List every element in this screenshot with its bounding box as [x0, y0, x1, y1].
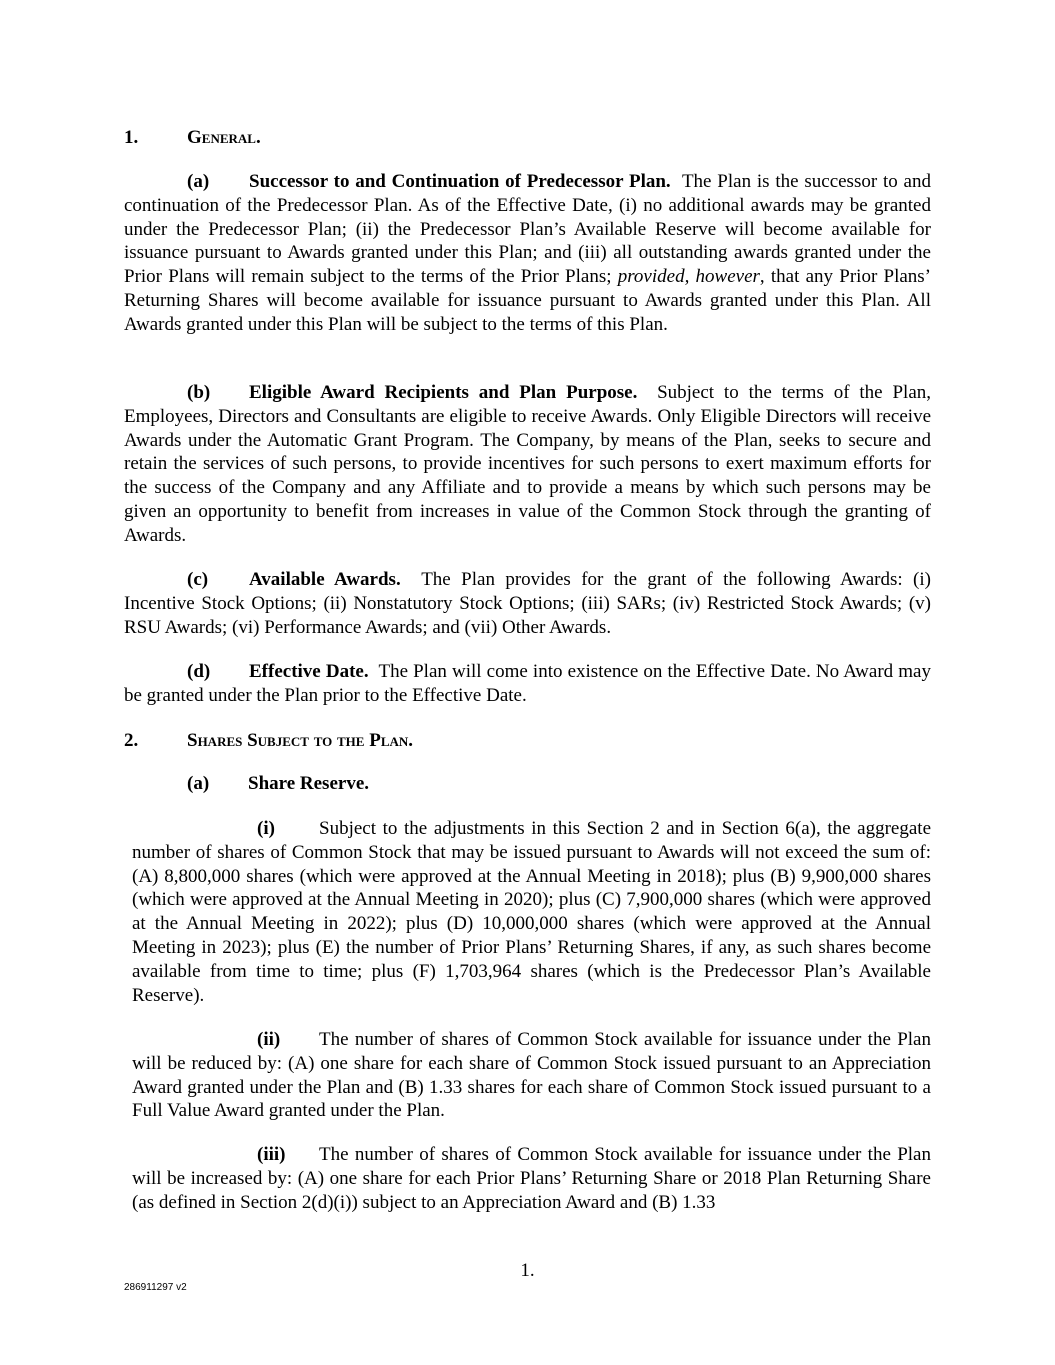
section-1a-label: (a): [187, 171, 210, 192]
section-2ai-text: Subject to the adjustments in this Section 2 and in Section 6(a), the aggregate number of shares of Common Stock that may be issued pursuant to Awards will not exceed the sum of: (A) 8,800,000 shares (which were approved at the Annual Meeting in 2018); plus (B) 9,900,000 shares (which were approved at the Annual Meeting in 2020); plus (C) 7,900,000 shares (which were approved at the Annual Meeting in 2022); plus (D) 10,000,000 shares (which were approved at the Annual Meeting in 2023); plus (E) the number of Prior Plans’ Returning Shares, if any, as such shares become available from time to time; plus (F) 1,703,964 shares (which is the Predecessor Plan’s Available Reserve).: [132, 818, 931, 1006]
section-1c-label: (c): [187, 569, 209, 590]
section-2aii-paragraph: [132, 1028, 931, 1123]
section-2-title: Shares Subject to the Plan.: [187, 730, 414, 751]
section-1d-label: (d): [187, 661, 211, 682]
section-1a-text-cont: , that any Prior Plans’ Returning Shares will become available for issuance pursuant to Awards granted under this Plan. All Awards granted under this Plan will be subject to the terms of this Plan.: [124, 266, 932, 335]
section-1-title: General.: [187, 127, 261, 148]
section-1c-text: The Plan provides for the grant of the following Awards: (i) Incentive Stock Options; (ii) Nonstatutory Stock Options; (iii) SARs; (iv) Restricted Stock Awards; (v) RSU Awards; (vi) Performance Awards; and (vii) Other Awards.: [124, 569, 931, 638]
section-1d-title: Effective Date.: [249, 661, 369, 682]
section-2ai-paragraph: [132, 817, 931, 1007]
section-2aiii-text: The number of shares of Common Stock available for issuance under the Plan will be increased by: (A) one share for each Prior Plans’ Returning Share or 2018 Plan Returning Share (as defined in Section 2(d)(i)) subject to an Appreciation Award and (B) 1.33: [132, 1144, 931, 1213]
section-1-heading: [124, 126, 261, 150]
section-2a-title: Share Reserve.: [248, 773, 370, 794]
document-id: 286911297 v2: [124, 1282, 187, 1293]
section-1b-paragraph: [124, 381, 931, 548]
section-1b-title: Eligible Award Recipients and Plan Purpose.: [249, 382, 638, 403]
section-2a-label: (a): [187, 773, 210, 794]
section-1b-label: (b): [187, 382, 211, 403]
section-2aii-text: The number of shares of Common Stock available for issuance under the Plan will be reduced by: (A) one share for each share of Common Stock issued pursuant to an Appreciation Award granted under the Plan and (B) 1.33 shares for each share of Common Stock issued pursuant to a Full Value Award granted under the Plan.: [132, 1029, 931, 1122]
section-2-heading: [124, 729, 413, 753]
section-1c-paragraph: [124, 568, 931, 639]
section-2aiii-label: (iii): [257, 1144, 286, 1165]
page-number: 1.: [520, 1260, 535, 1281]
section-1b-text: Subject to the terms of the Plan, Employees, Directors and Consultants are eligible to receive Awards. Only Eligible Directors will receive Awards under the Automatic Grant Program. The Company, by means of the Plan, seeks to secure and retain the services of such persons, to provide incentives for such persons to exert maximum efforts for the success of the Company and any Affiliate and to provide a means by which such persons may be given an opportunity to benefit from increases in value of the Common Stock through the granting of Awards.: [124, 382, 932, 546]
section-1a-title: Successor to and Continuation of Predecessor Plan.: [249, 171, 671, 192]
section-1a-paragraph: [124, 170, 931, 337]
section-1a-italic: provided, however: [617, 266, 760, 288]
section-2ai-label: (i): [257, 818, 275, 839]
section-1c-title: Available Awards.: [249, 569, 401, 590]
section-2aiii-paragraph: [132, 1143, 931, 1214]
section-2a-heading: [187, 772, 369, 796]
section-1-number: 1.: [124, 127, 139, 148]
section-2-number: 2.: [124, 730, 139, 751]
section-1a-text: The Plan is the successor to and continuation of the Predecessor Plan. As of the Effective Date, (i) no additional awards may be granted under the Predecessor Plan; (ii) the Predecessor Plan’s Available Reserve will become available for issuance pursuant to Awards granted under this Plan; and (iii) all outstanding awards granted under the Prior Plans will remain subject to the terms of the Prior Plans;: [124, 171, 931, 288]
section-1d-paragraph: [124, 660, 931, 708]
section-1d-text: The Plan will come into existence on the Effective Date. No Award may be granted under the Plan prior to the Effective Date.: [124, 661, 931, 706]
section-2aii-label: (ii): [257, 1029, 281, 1050]
